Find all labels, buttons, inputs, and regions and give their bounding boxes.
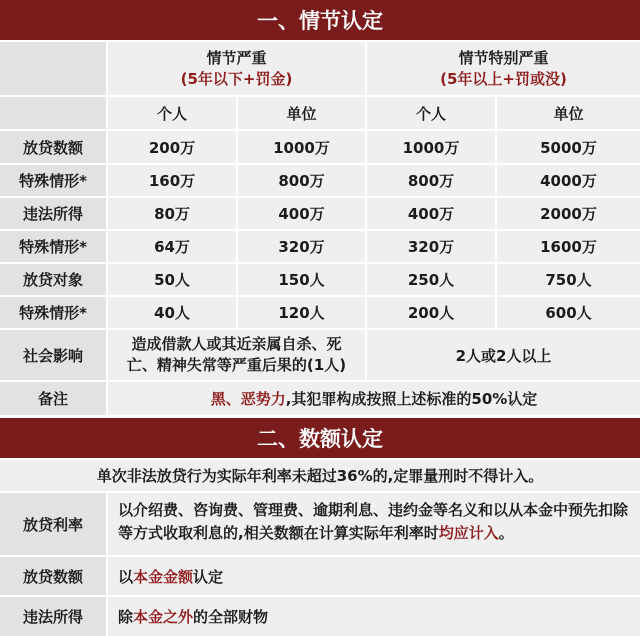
income-description [108, 597, 640, 636]
table-cell: 120人 [238, 297, 365, 328]
table-cell: 160万 [108, 165, 236, 196]
rate-description [108, 493, 640, 555]
social-line-2: 亡、精神失常等严重后果的(1人) [126, 356, 347, 374]
row-label: 放贷数额 [0, 131, 106, 163]
table-cell: 1600万 [497, 231, 640, 262]
row-label: 特殊情形* [0, 297, 106, 328]
rate-end: 。 [498, 524, 514, 542]
social-line-1: 造成借款人或其近亲属自杀、死 [131, 335, 342, 353]
group-name: 情节特别严重 [458, 48, 549, 67]
row-label: 违法所得 [0, 198, 106, 229]
group-sub: (5年以下+罚金) [180, 69, 293, 88]
subheader-entity: 单位 [238, 97, 365, 129]
row-label-social-impact: 社会影响 [0, 330, 106, 380]
note-highlight: 黑、恶势力 [210, 390, 286, 408]
corner-cell [0, 42, 106, 95]
subheader-individual: 个人 [108, 97, 236, 129]
table-cell: 800万 [238, 165, 365, 196]
social-impact-serious [108, 330, 365, 380]
table-cell: 250人 [367, 264, 495, 295]
income-post: 的全部财物 [193, 608, 269, 626]
table-cell: 800万 [367, 165, 495, 196]
subheader-corner [0, 97, 106, 129]
amount-pre: 以 [118, 567, 134, 586]
group-name: 情节严重 [206, 48, 267, 67]
section-1-title: 一、情节认定 [0, 0, 640, 40]
table-cell: 400万 [238, 198, 365, 229]
amount-description [108, 557, 640, 595]
table-cell: 1000万 [367, 131, 495, 163]
amount-highlight: 本金金额 [133, 567, 194, 586]
table-cell: 2000万 [497, 198, 640, 229]
group-header-serious [108, 42, 365, 95]
group-header-very-serious [367, 42, 640, 95]
row-label: 特殊情形* [0, 165, 106, 196]
subheader-entity: 单位 [497, 97, 640, 129]
table-cell: 750人 [497, 264, 640, 295]
table-cell: 1000万 [238, 131, 365, 163]
table-cell: 40人 [108, 297, 236, 328]
note-text: ,其犯罪构成按照上述标准的50%认定 [285, 390, 538, 408]
table-cell: 80万 [108, 198, 236, 229]
row-label-income: 违法所得 [0, 597, 106, 636]
table-cell: 50人 [108, 264, 236, 295]
social-impact-very-serious: 2人或2人以上 [367, 330, 640, 380]
section-2-intro: 单次非法放贷行为实际年利率未超过36%的,定罪量刑时不得计入。 [0, 460, 640, 491]
group-sub: (5年以上+罚或没) [440, 69, 567, 88]
table-cell: 600人 [497, 297, 640, 328]
amount-post: 认定 [193, 567, 224, 586]
table-cell: 4000万 [497, 165, 640, 196]
table-cell: 320万 [367, 231, 495, 262]
rate-text: 以介绍费、咨询费、管理费、逾期利息、违约金等名义和以从本金中预先扣除等方式收取利息的,相关数额在计算实际年利率时 [118, 501, 629, 542]
table-cell: 400万 [367, 198, 495, 229]
table-cell: 200人 [367, 297, 495, 328]
table-cell: 200万 [108, 131, 236, 163]
subheader-individual: 个人 [367, 97, 495, 129]
row-label-note: 备注 [0, 382, 106, 415]
row-label-amount: 放贷数额 [0, 557, 106, 595]
table-cell: 5000万 [497, 131, 640, 163]
row-label: 特殊情形* [0, 231, 106, 262]
income-pre: 除 [118, 608, 134, 626]
table-cell: 320万 [238, 231, 365, 262]
table-cell: 64万 [108, 231, 236, 262]
table-cell: 150人 [238, 264, 365, 295]
rate-highlight: 均应计入 [438, 524, 499, 542]
income-highlight: 本金之外 [133, 608, 194, 626]
row-label-rate: 放贷利率 [0, 493, 106, 555]
row-label: 放贷对象 [0, 264, 106, 295]
note-content [108, 382, 640, 415]
section-2-title: 二、数额认定 [0, 418, 640, 458]
